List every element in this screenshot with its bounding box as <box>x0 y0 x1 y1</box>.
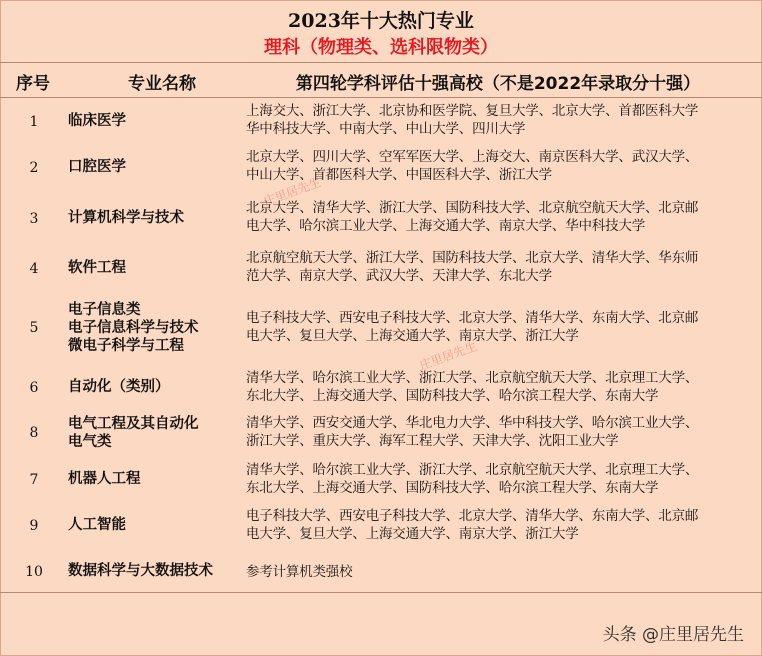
row-unis-line: 电大学、复旦大学、上海交通大学、南京大学、浙江大学 <box>246 526 579 542</box>
row-name-line: 计算机科学与技术 <box>68 210 184 226</box>
page-subtitle: 理科（物理类、选科限物类） <box>264 37 498 58</box>
row-unis-line: 北京大学、四川大学、空军军医大学、上海交大、南京医科大学、武汉大学、 <box>246 149 699 165</box>
row-name-line: 口腔医学 <box>68 159 126 175</box>
row-name <box>68 516 240 534</box>
watermark: 庄里居先生 <box>261 175 323 209</box>
row-name-line: 临床医学 <box>68 113 126 129</box>
row-name-line: 机器人工程 <box>68 471 141 487</box>
row-unis-line: 清华大学、哈尔滨工业大学、浙江大学、北京航空航天大学、北京理工大学、 <box>246 370 699 386</box>
row-unis-line: 北京大学、清华大学、浙江大学、国防科技大学、北京航空航天大学、北京邮 <box>246 200 699 216</box>
row-name-line: 数据科学与大数据技术 <box>68 563 213 579</box>
row-name-line: 自动化（类别） <box>68 379 170 395</box>
row-unis <box>246 414 758 450</box>
row-unis-line: 华中科技大学、中南大学、中山大学、四川大学 <box>246 121 526 137</box>
row-unis-line: 电子科技大学、西安电子科技大学、北京大学、清华大学、东南大学、北京邮 <box>246 310 699 326</box>
row-no: 3 <box>29 211 39 227</box>
row-name-line: 电子信息类 <box>68 302 141 318</box>
row-name <box>68 259 240 277</box>
row-name-line: 电气工程及其自动化 <box>68 416 199 432</box>
row-name <box>68 209 240 227</box>
row-unis <box>246 563 758 581</box>
row-name <box>68 301 240 355</box>
row-unis-line: 浙江大学、重庆大学、海军工程大学、天津大学、沈阳工业大学 <box>246 433 619 449</box>
row-name-line: 电气类 <box>68 434 112 450</box>
row-no: 1 <box>29 114 39 130</box>
row-no: 5 <box>29 320 39 336</box>
row-unis-line: 上海交大、浙江大学、北京协和医学院、复旦大学、北京大学、首都医科大学 <box>246 103 699 119</box>
row-no: 9 <box>29 518 39 534</box>
row-unis-line: 电大学、哈尔滨工业大学、上海交通大学、南京大学、华中科技大学 <box>246 218 645 234</box>
row-unis-line: 电大学、复旦大学、上海交通大学、南京大学、浙江大学 <box>246 328 579 344</box>
row-name <box>68 378 240 396</box>
row-name <box>68 415 240 451</box>
row-unis-line: 参考计算机类强校 <box>246 564 353 580</box>
row-unis-line: 清华大学、哈尔滨工业大学、浙江大学、北京航空航天大学、北京理工大学、 <box>246 462 699 478</box>
row-unis <box>246 309 758 345</box>
row-no: 2 <box>29 160 39 176</box>
source-credit: 头条 @庄里居先生 <box>602 625 744 645</box>
row-unis-line: 范大学、南京大学、武汉大学、天津大学、东北大学 <box>246 268 552 284</box>
row-unis-line: 北京航空航天大学、浙江大学、国防科技大学、北京大学、清华大学、华东师 <box>246 250 699 266</box>
header-name: 专业名称 <box>128 74 196 94</box>
table-header <box>0 62 762 98</box>
row-unis-line: 中山大学、首都医科大学、中国医科大学、浙江大学 <box>246 167 552 183</box>
row-unis <box>246 102 758 138</box>
row-name-line: 人工智能 <box>68 517 126 533</box>
row-unis-line: 东北大学、上海交通大学、国防科技大学、哈尔滨工程大学、东南大学 <box>246 480 659 496</box>
watermark: 庄里居先生 <box>417 339 479 373</box>
row-no: 10 <box>25 564 43 580</box>
row-unis <box>246 199 758 235</box>
row-no: 6 <box>29 380 39 396</box>
row-unis <box>246 249 758 285</box>
row-name <box>68 112 240 130</box>
row-unis <box>246 461 758 497</box>
row-name <box>68 158 240 176</box>
row-name-line: 软件工程 <box>68 260 126 276</box>
row-name-line: 电子信息科学与技术 <box>68 320 199 336</box>
row-no: 8 <box>29 425 39 441</box>
table-bottom-border <box>0 592 762 593</box>
row-name <box>68 470 240 488</box>
header-no: 序号 <box>16 74 50 94</box>
row-unis <box>246 369 758 405</box>
row-unis-line: 电子科技大学、西安电子科技大学、北京大学、清华大学、东南大学、北京邮 <box>246 508 699 524</box>
header-unis: 第四轮学科评估十强高校（不是2022年录取分十强） <box>295 74 701 94</box>
row-unis <box>246 148 758 184</box>
row-unis-line: 清华大学、西安交通大学、华北电力大学、华中科技大学、哈尔滨工业大学、 <box>246 415 699 431</box>
row-name-line: 微电子科学与工程 <box>68 338 184 354</box>
row-name <box>68 562 240 580</box>
row-no: 4 <box>29 261 39 277</box>
page-title: 2023年十大热门专业 <box>288 10 474 32</box>
row-no: 7 <box>29 472 39 488</box>
row-unis-line: 东北大学、上海交通大学、国防科技大学、哈尔滨工程大学、东南大学 <box>246 388 659 404</box>
row-unis <box>246 507 758 543</box>
